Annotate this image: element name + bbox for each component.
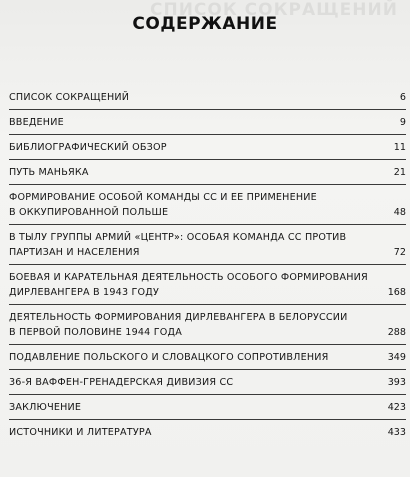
toc-entry [9,190,406,220]
toc-entry [9,140,406,155]
toc-divider [9,419,406,420]
toc-entry-page: 423 [387,402,406,413]
toc-entry [9,425,406,440]
toc-entry-page: 72 [393,247,406,258]
toc-entry-title-continued: ДИРЛЕВАНГЕРА В 1943 ГОДУ [9,287,160,298]
toc-entry-page: 349 [387,352,406,363]
toc-entry-title-continued: В ОККУПИРОВАННОЙ ПОЛЬШЕ [9,207,169,218]
toc-divider [9,109,406,110]
toc-divider [9,184,406,185]
toc-divider [9,394,406,395]
toc-entry-page: 288 [387,327,406,338]
toc-entry-title-continued: В ПЕРВОЙ ПОЛОВИНЕ 1944 ГОДА [9,327,182,338]
toc-entry [9,400,406,415]
toc-entry [9,230,406,260]
toc-divider [9,134,406,135]
toc-entry-title: БОЕВАЯ И КАРАТЕЛЬНАЯ ДЕЯТЕЛЬНОСТЬ ОСОБОГО ФОРМИРОВАНИЯ [9,272,368,283]
toc-entry-title: 36-Я ВАФФЕН-ГРЕНАДЕРСКАЯ ДИВИЗИЯ СС [9,377,234,388]
toc-entry-page: 48 [393,207,406,218]
page-title: СОДЕРЖАНИЕ [132,14,278,34]
toc-entry [9,375,406,390]
toc-entry-title: ДЕЯТЕЛЬНОСТЬ ФОРМИРОВАНИЯ ДИРЛЕВАНГЕРА В БЕЛОРУССИИ [9,312,348,323]
table-of-contents [9,90,406,440]
toc-entry-title-continued: ПАРТИЗАН И НАСЕЛЕНИЯ [9,247,140,258]
toc-entry [9,115,406,130]
toc-entry-title: ПОДАВЛЕНИЕ ПОЛЬСКОГО И СЛОВАЦКОГО СОПРОТИВЛЕНИЯ [9,352,329,363]
toc-entry [9,310,406,340]
toc-entry [9,350,406,365]
toc-divider [9,224,406,225]
toc-divider [9,159,406,160]
toc-entry-page: 168 [387,287,406,298]
toc-entry-page: 6 [399,92,406,103]
toc-entry-page: 11 [393,142,406,153]
toc-entry-title: ПУТЬ МАНЬЯКА [9,167,89,178]
toc-entry-page: 21 [393,167,406,178]
toc-entry-title: ФОРМИРОВАНИЕ ОСОБОЙ КОМАНДЫ СС И ЕЕ ПРИМЕНЕНИЕ [9,192,317,203]
toc-divider [9,369,406,370]
toc-entry-title: СПИСОК СОКРАЩЕНИЙ [9,92,130,103]
toc-entry [9,270,406,300]
toc-entry [9,165,406,180]
toc-divider [9,264,406,265]
toc-divider [9,344,406,345]
toc-entry-page: 9 [399,117,406,128]
bleed-through-heading: СПИСОК СОКРАЩЕНИЙ [150,0,398,20]
toc-entry-title: ЗАКЛЮЧЕНИЕ [9,402,82,413]
toc-entry-title: В ТЫЛУ ГРУППЫ АРМИЙ «ЦЕНТР»: ОСОБАЯ КОМАНДА СС ПРОТИВ [9,232,347,243]
toc-divider [9,304,406,305]
toc-entry-title: ВВЕДЕНИЕ [9,117,64,128]
toc-entry-title: БИБЛИОГРАФИЧЕСКИЙ ОБЗОР [9,142,167,153]
toc-entry-page: 393 [387,377,406,388]
toc-entry-title: ИСТОЧНИКИ И ЛИТЕРАТУРА [9,427,152,438]
toc-entry [9,90,406,105]
toc-entry-page: 433 [387,427,406,438]
